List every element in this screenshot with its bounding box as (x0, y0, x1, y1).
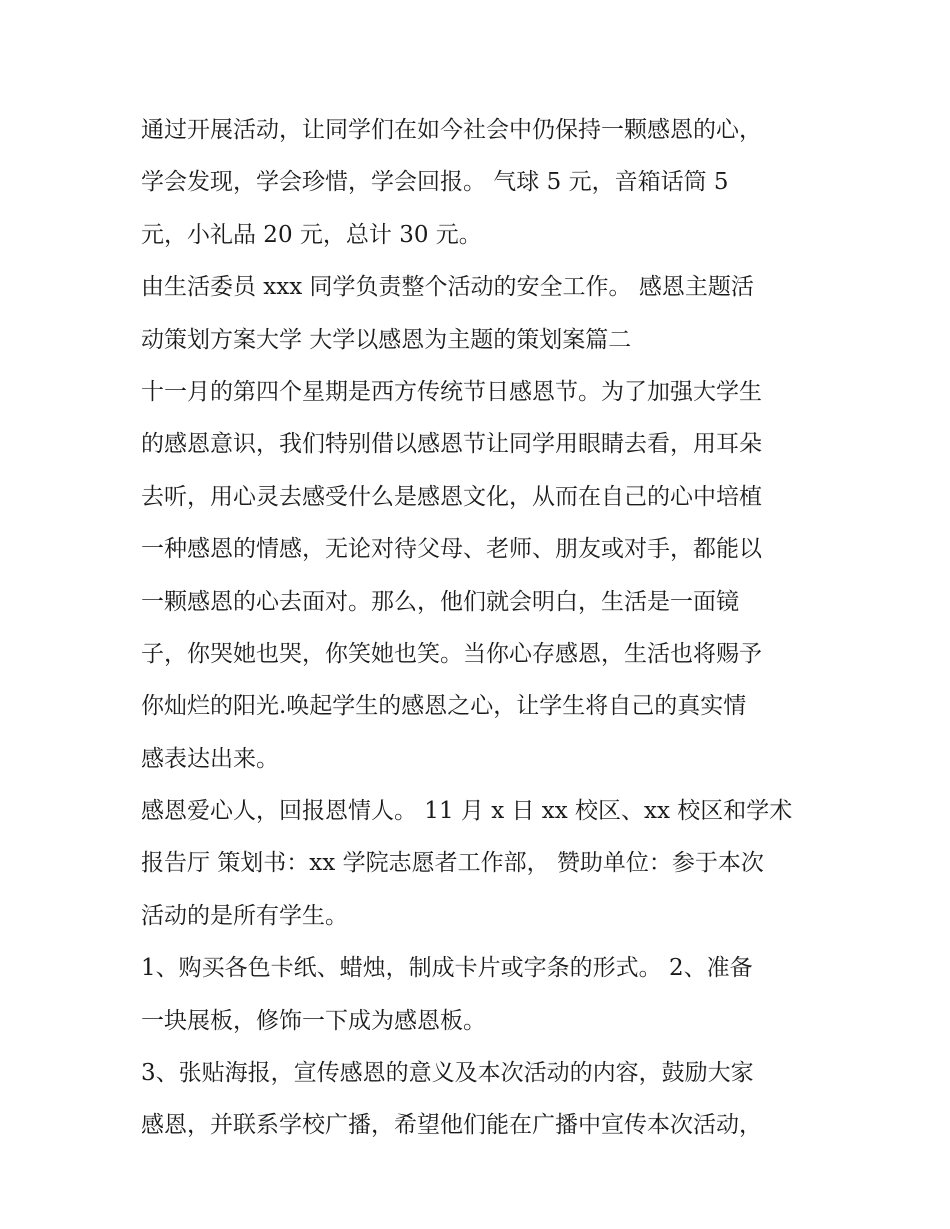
text-line: 通过开展活动，让同学们在如今社会中仍保持一颗感恩的心， (141, 117, 762, 143)
body-text (141, 104, 821, 1152)
text-line: 一种感恩的情感，无论对待父母、老师、朋友或对手，都能以 (141, 536, 762, 563)
text-line: 元，小礼品 20 元，总计 30 元。 (141, 221, 482, 248)
text-line: 感恩，并联系学校广播，希望他们能在广播中宣传本次活动， (141, 1112, 762, 1139)
text-line: 一颗感恩的心去面对。那么，他们就会明白，生活是一面镜 (141, 588, 739, 615)
text-line: 的感恩意识，我们特别借以感恩节让同学用眼睛去看，用耳朵 (141, 431, 762, 458)
text-line: 一块展板，修饰一下成为感恩板。 (141, 1007, 486, 1034)
text-line: 活动的是所有学生。 (141, 902, 348, 929)
text-line: 感表达出来。 (141, 745, 279, 772)
text-line: 由生活委员 xxx 同学负责整个活动的安全工作。 感恩主题活 (141, 274, 754, 301)
text-line: 学会发现，学会珍惜，学会回报。 气球 5 元，音箱话筒 5 (141, 169, 729, 196)
text-line: 十一月的第四个星期是西方传统节日感恩节。为了加强大学生 (141, 378, 762, 405)
text-line: 3、张贴海报，宣传感恩的意义及本次活动的内容，鼓励大家 (141, 1060, 754, 1087)
text-line: 子，你哭她也哭，你笑她也笑。当你心存感恩，生活也将赐予 (141, 640, 762, 667)
text-line: 动策划方案大学 大学以感恩为主题的策划案篇二 (141, 326, 632, 353)
text-line: 感恩爱心人，回报恩情人。 11 月 x 日 xx 校区、xx 校区和学术 (141, 798, 793, 825)
text-line: 你灿烂的阳光.唤起学生的感恩之心，让学生将自己的真实情 (141, 693, 747, 720)
text-line: 报告厅 策划书：xx 学院志愿者工作部， 赞助单位：参于本次 (141, 850, 764, 877)
text-line: 去听，用心灵去感受什么是感恩文化，从而在自己的心中培植 (141, 483, 762, 510)
text-line: 1、购买各色卡纸、蜡烛，制成卡片或字条的形式。 2、准备 (141, 955, 753, 982)
